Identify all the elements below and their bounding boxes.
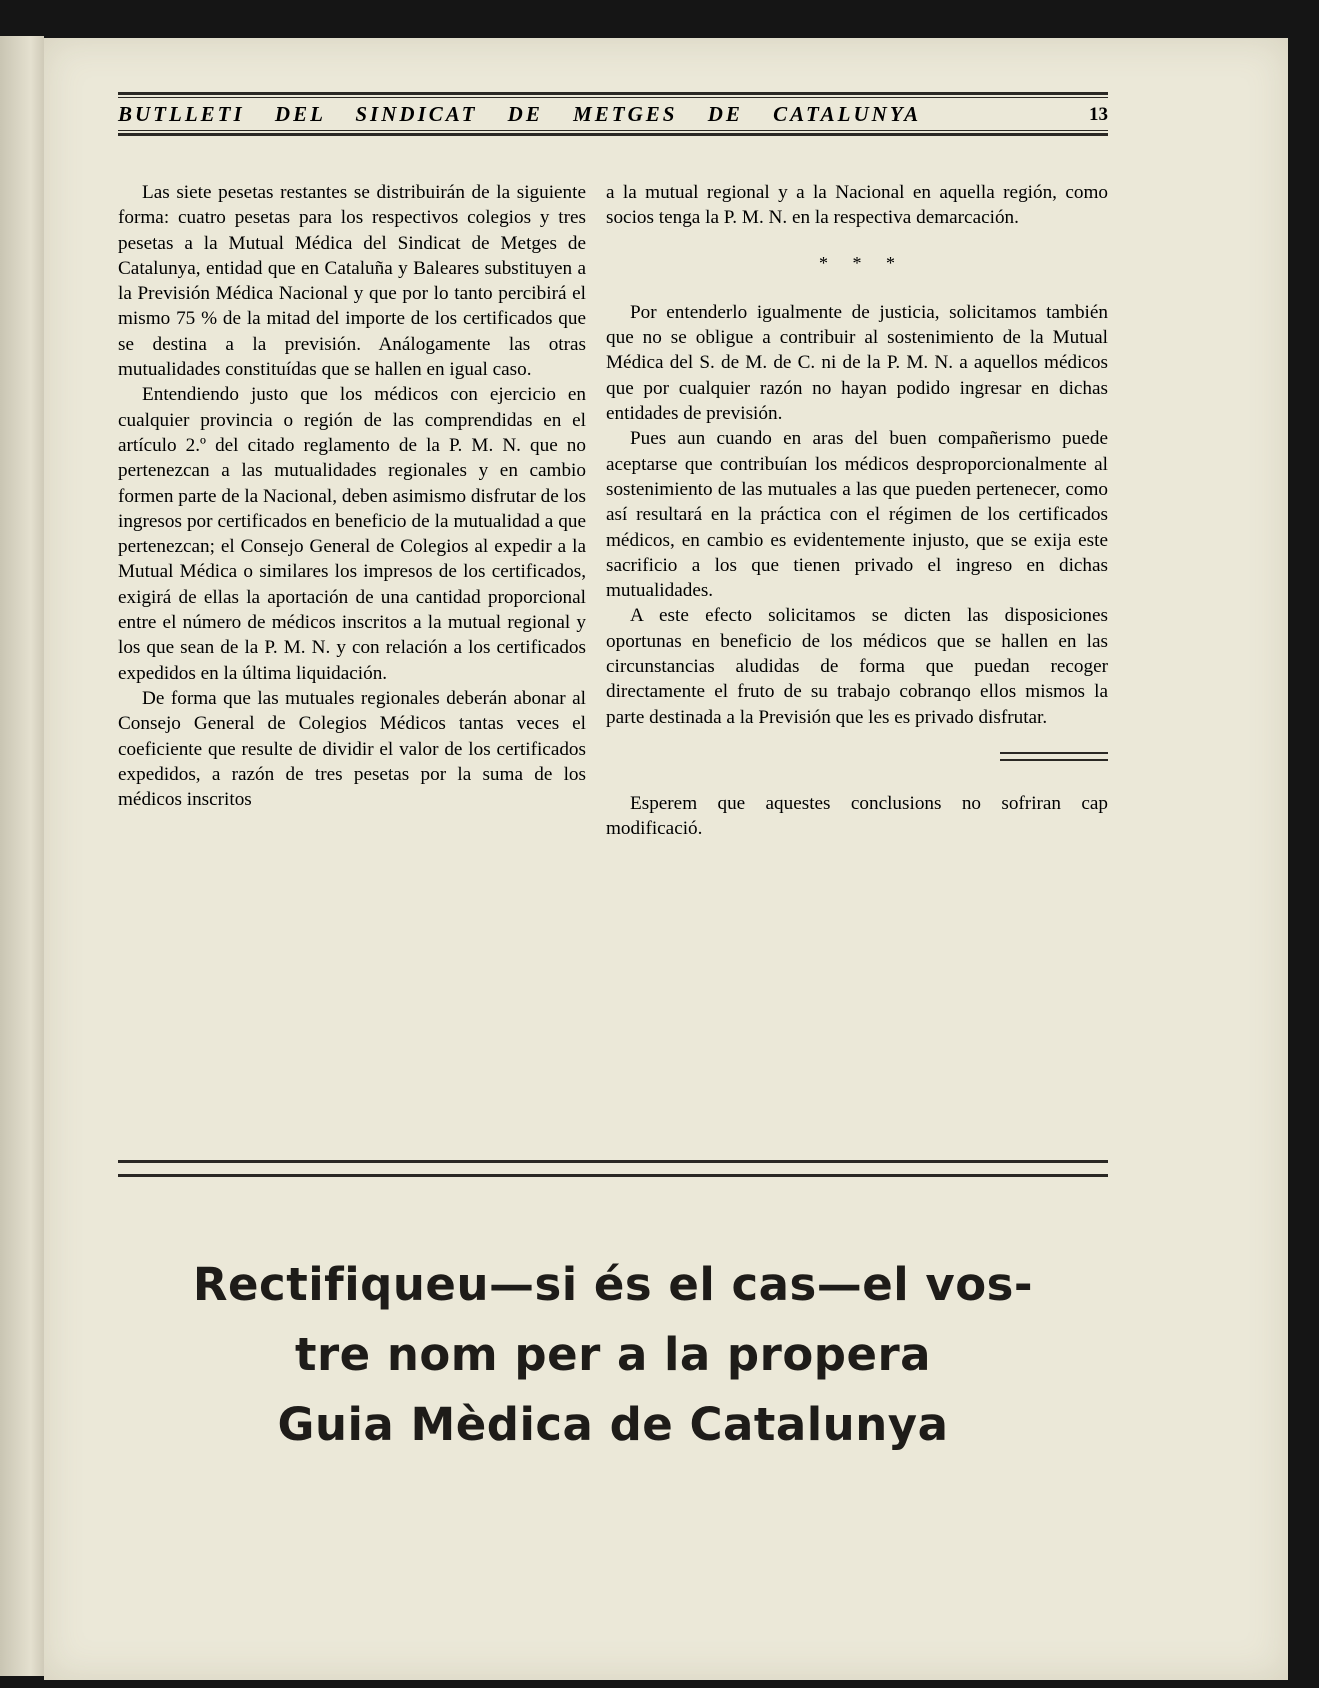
notice-line: Rectifiqueu—si és el cas—el vos- — [192, 1258, 1034, 1311]
notice-line: tre nom per a la propera — [294, 1328, 932, 1381]
paragraph: Entendiendo justo que los médicos con ejercicio en cualquier provincia o región de las comprendidas en el artículo 2.º del citado reglamento de la P. M. N. que no pertenezcan a las mutualidades regionales y en cambio formen parte de la Nacional, deben asimismo disfrutar de los ingresos por certificados en beneficio de la mutualidad a que pertenezcan; el Consejo General de Colegios al expedir a la Mutual Médica o similares los impresos de los certificados, exigirá de ellas la aportación de una cantidad proporcional entre el número de médicos inscritos a la mutual regional y los que sean de la P. M. N. y con relación a los certificados expedidos en la última liquidación. — [118, 384, 586, 684]
section-separator: * * * — [819, 252, 905, 273]
paragraph: Por entenderlo igualmente de justicia, solicitamos también que no se obligue a contribuir al sostenimiento de la Mutual Médica del S. de M. de C. ni de la P. M. N. a aquellos médicos que por cualquier razón no hayan podido ingresar en dichas entidades de previsión. — [606, 301, 1108, 425]
running-header — [118, 92, 1108, 136]
closing-paragraph: Esperem que aquestes conclusions no sofriran cap modificació. — [606, 792, 1108, 840]
page-number: 13 — [1089, 103, 1108, 125]
header-rule-bottom — [118, 133, 1108, 136]
notice-box — [118, 1250, 1108, 1460]
paragraph: De forma que las mutuales regionales deberán abonar al Consejo General de Colegios Médicos tantas veces el coeficiente que resulte de dividir el valor de los certificados expedidos, a razón de tres pesetas por la suma de los médicos inscritos — [118, 687, 586, 811]
paragraph: A este efecto solicitamos se dicten las disposiciones oportunas en beneficio de los médicos que se hallen en las circunstancias aludidas de forma que puedan recoger directamente el fruto de su trabajo cobranqo ellos mismos la parte destinada a la Previsión que les es privado disfrutar. — [606, 605, 1108, 728]
journal-title: BUTLLETI DEL SINDICAT DE METGES DE CATALUNYA — [118, 102, 922, 126]
left-column — [118, 180, 586, 812]
notice-rules — [118, 1160, 1108, 1177]
paragraph: Pues aun cuando en aras del buen compañerismo puede aceptarse que contribuían los médicos desproporcionalmente al sostenimiento de las mutuales a las que pueden pertenecer, como así resultará en la práctica con el régimen de los certificados médicos, en cambio es evidentemente injusto, que se exija este sacrificio a los que tienen privado el ingreso en dichas mutualidades. — [606, 428, 1108, 602]
notice-line: Guia Mèdica de Catalunya — [277, 1398, 949, 1451]
paragraph: Las siete pesetas restantes se distribuirán de la siguiente forma: cuatro pesetas para los respectivos colegios y tres pesetas a la Mutual Médica del Sindicat de Metges de Catalunya, entidad que en Cataluña y Baleares substituyen a la Previsión Médica Nacional y que por lo tanto percibirá el mismo 75 % de la mitad del importe de los certificados que se destina a la previsión. Análogamente las otras mutualidades constituídas que se hallen en igual caso. — [118, 182, 586, 381]
right-column — [606, 180, 1108, 842]
paragraph-continuation: a la mutual regional y a la Nacional en aquella región, como socios tenga la P. M. N. en la respectiva demarcación. — [606, 182, 1108, 229]
adjacent-page-edge — [0, 36, 44, 1676]
end-rule — [1000, 752, 1108, 761]
